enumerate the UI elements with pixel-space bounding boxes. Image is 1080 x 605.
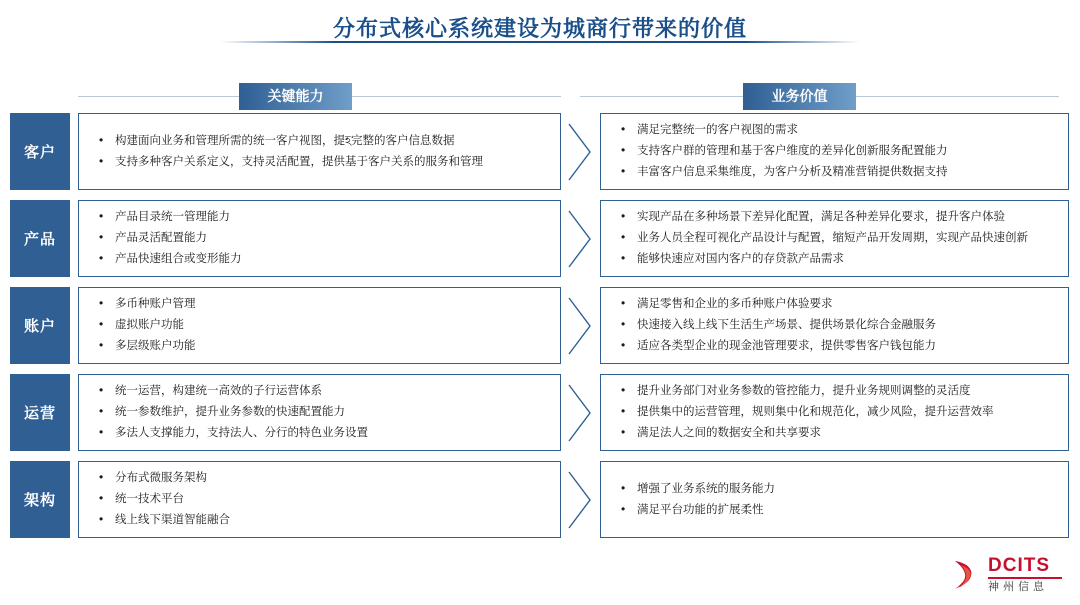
list-item: • 产品目录统一管理能力 xyxy=(93,210,548,225)
list-item: • 统一技术平台 xyxy=(93,492,548,507)
page-title xyxy=(0,12,1080,50)
list-item: • 提升业务部门对业务参数的管控能力，提升业务规则调整的灵活度 xyxy=(615,384,1056,399)
list-item: • 产品灵活配置能力 xyxy=(93,231,548,246)
values-panel xyxy=(600,200,1069,277)
list-item: • 产品快速组合或变形能力 xyxy=(93,252,548,267)
list-item: • 能够快速应对国内客户的存贷款产品需求 xyxy=(615,252,1056,267)
list-item: • 多层级账户功能 xyxy=(93,339,548,354)
logo-name: DCITS xyxy=(988,555,1050,576)
list-item: • 提供集中的运营管理，规则集中化和规范化，减少风险，提升运营效率 xyxy=(615,405,1056,420)
chevron-right-icon xyxy=(566,208,596,270)
list-item: • 统一参数维护，提升业务参数的快速配置能力 xyxy=(93,405,548,420)
values-panel xyxy=(600,113,1069,190)
list-item: • 满足零售和企业的多币种账户体验要求 xyxy=(615,297,1056,312)
capabilities-panel xyxy=(78,374,561,451)
list-item: • 支持多种客户关系定义，支持灵活配置，提供基于客户关系的服务和管理 xyxy=(93,155,548,170)
logo-text xyxy=(988,556,1062,593)
list-item: • 支持客户群的管理和基于客户维度的差异化创新服务配置能力 xyxy=(615,144,1056,159)
list-item: • 增强了业务系统的服务能力 xyxy=(615,482,1056,497)
list-item: • 多法人支撑能力，支持法人、分行的特色业务设置 xyxy=(93,426,548,441)
row-label: 账户 xyxy=(10,287,70,364)
table-row xyxy=(10,200,1070,277)
list-item: • 满足完整统一的客户视图的需求 xyxy=(615,123,1056,138)
values-panel xyxy=(600,374,1069,451)
capabilities-panel xyxy=(78,200,561,277)
table-row xyxy=(10,374,1070,451)
logo-divider xyxy=(988,577,1062,579)
logo xyxy=(951,556,1062,593)
row-label: 架构 xyxy=(10,461,70,538)
table-row xyxy=(10,113,1070,190)
values-panel xyxy=(600,461,1069,538)
chevron-right-icon xyxy=(566,469,596,531)
list-item: • 业务人员全程可视化产品设计与配置，缩短产品开发周期，实现产品快速创新 xyxy=(615,231,1056,246)
chevron-right-icon xyxy=(566,295,596,357)
row-label: 运营 xyxy=(10,374,70,451)
list-item: • 实现产品在多种场景下差异化配置，满足各种差异化要求，提升客户体验 xyxy=(615,210,1056,225)
page-title-text: 分布式核心系统建设为城商行带来的价值 xyxy=(332,16,747,41)
list-item: • 构建面向业务和管理所需的统一客户视图，提হ完整的客户信息数据 xyxy=(93,134,548,149)
title-divider xyxy=(220,41,860,43)
column-header-capabilities: 关键能力 xyxy=(239,83,352,110)
list-item: • 满足平台功能的扩展柔性 xyxy=(615,503,1056,518)
dcits-mark-icon xyxy=(951,559,981,591)
column-header-values: 业务价值 xyxy=(743,83,856,110)
logo-subtitle: 神州信息 xyxy=(988,581,1048,593)
table-row xyxy=(10,461,1070,538)
list-item: • 满足法人之间的数据安全和共享要求 xyxy=(615,426,1056,441)
chevron-right-icon xyxy=(566,382,596,444)
list-item: • 虚拟账户功能 xyxy=(93,318,548,333)
list-item: • 分布式微服务架构 xyxy=(93,471,548,486)
list-item: • 多币种账户管理 xyxy=(93,297,548,312)
values-panel xyxy=(600,287,1069,364)
row-label: 客户 xyxy=(10,113,70,190)
list-item: • 线上线下渠道智能融合 xyxy=(93,513,548,528)
capabilities-panel xyxy=(78,113,561,190)
table-row xyxy=(10,287,1070,364)
chevron-right-icon xyxy=(566,121,596,183)
capabilities-panel xyxy=(78,461,561,538)
list-item: • 适应各类型企业的现金池管理要求，提供零售客户钱包能力 xyxy=(615,339,1056,354)
capabilities-panel xyxy=(78,287,561,364)
list-item: • 丰富客户信息采集维度，为客户分析及精准营销提供数据支持 xyxy=(615,165,1056,180)
row-label: 产品 xyxy=(10,200,70,277)
list-item: • 统一运营，构建统一高效的子行运营体系 xyxy=(93,384,548,399)
list-item: • 快速接入线上线下生活生产场景、提供场景化综合金融服务 xyxy=(615,318,1056,333)
